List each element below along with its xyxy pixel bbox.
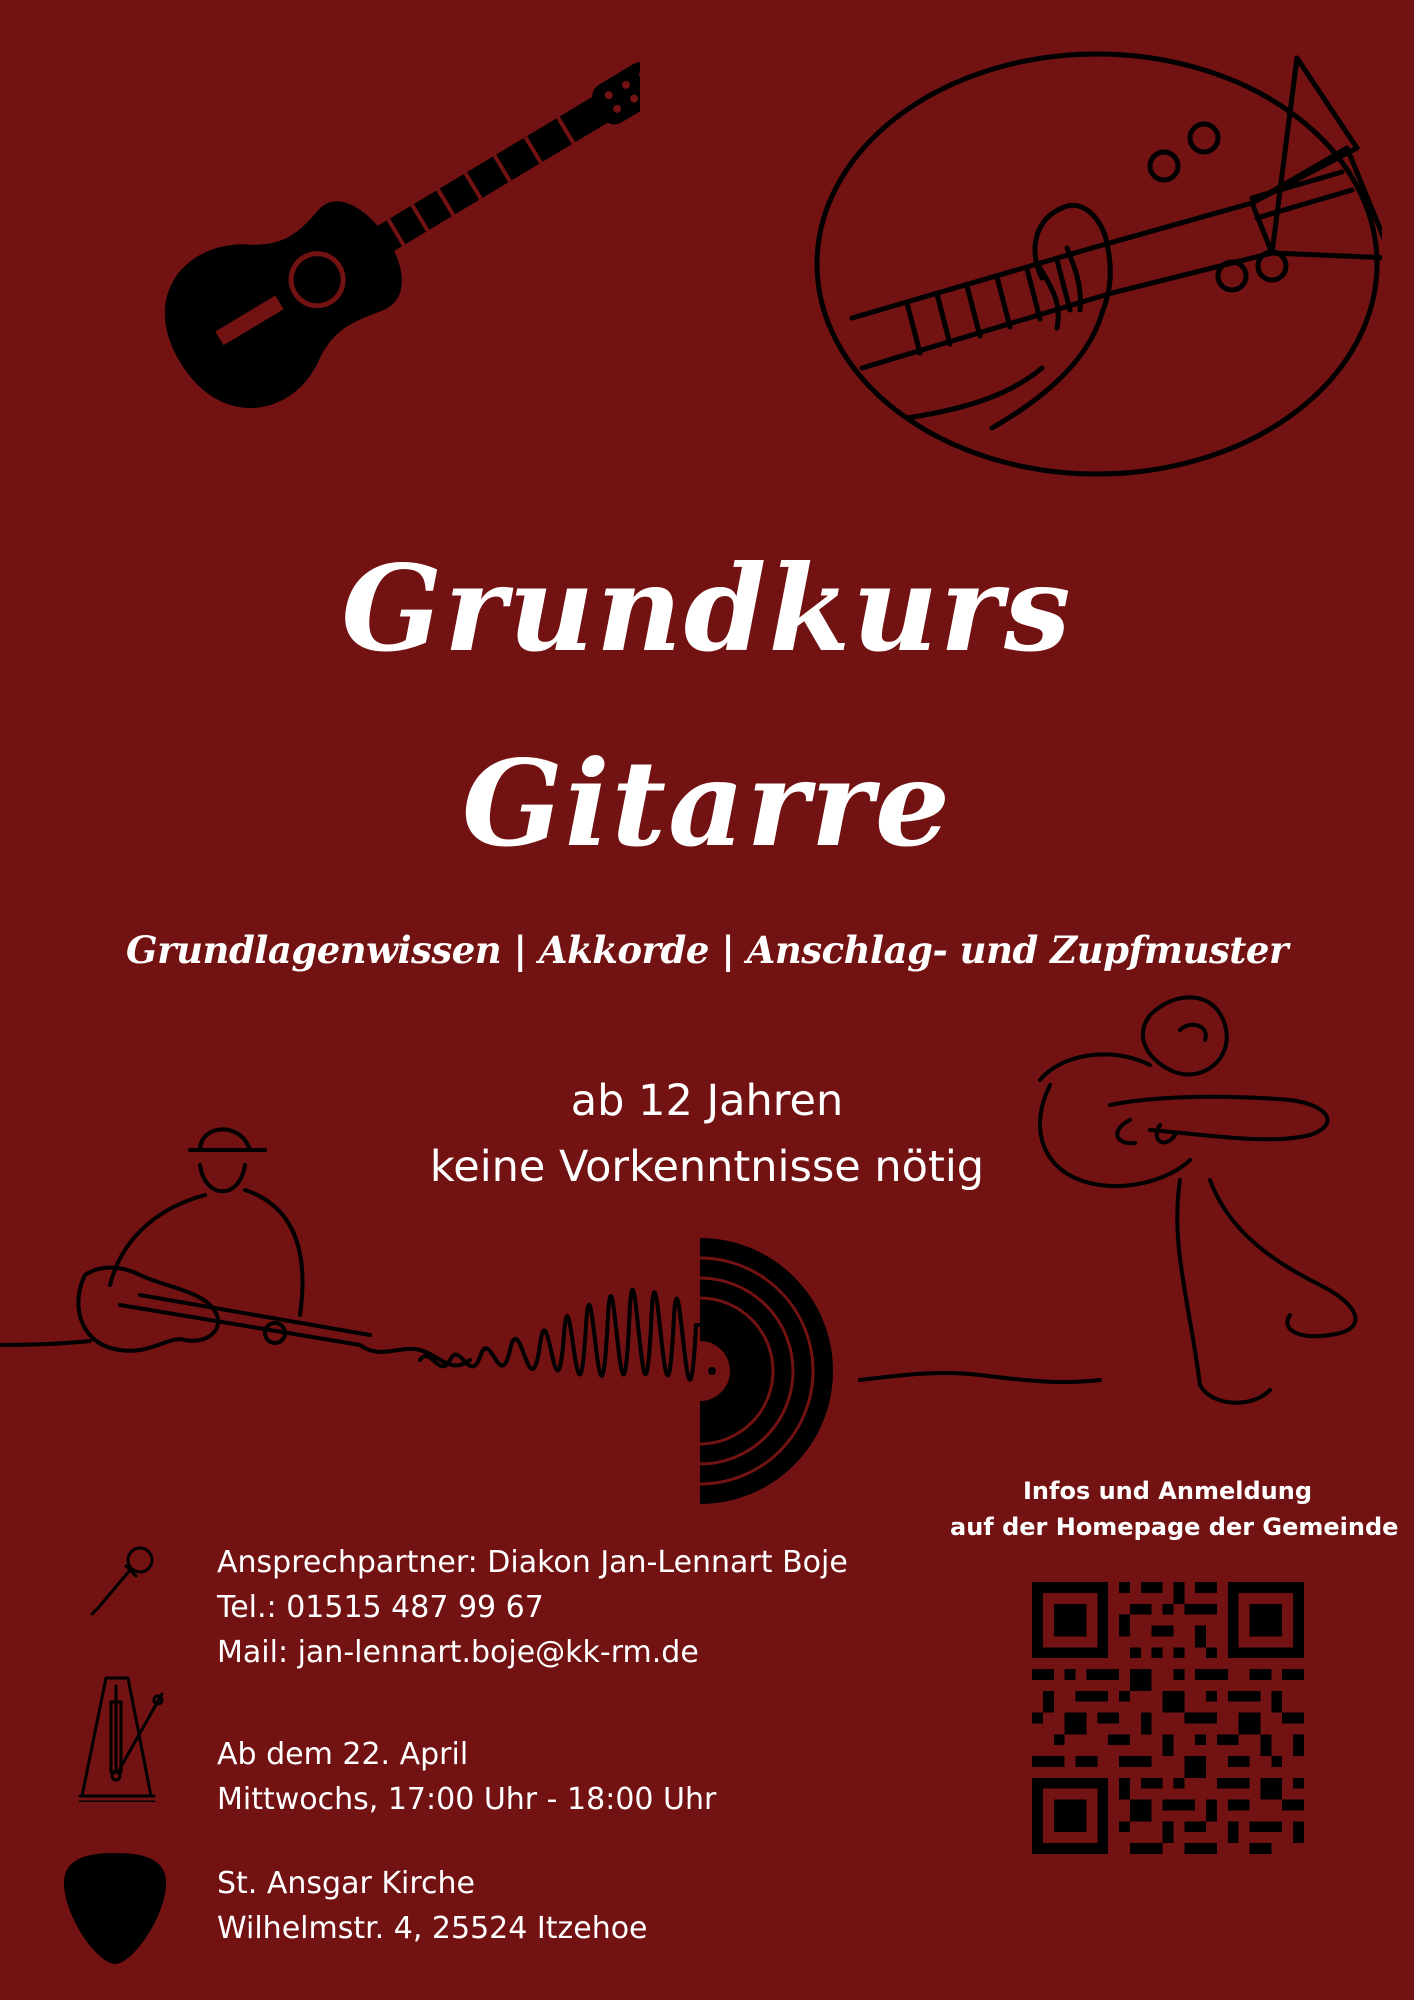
microphone-icon bbox=[86, 1540, 162, 1616]
registration-line-1: Infos und Anmeldung bbox=[1023, 1477, 1312, 1505]
contact-person: Ansprechpartner: Diakon Jan-Lennart Boje bbox=[217, 1545, 848, 1580]
location-name: St. Ansgar Kirche bbox=[217, 1866, 475, 1901]
guitar-pick-icon bbox=[62, 1851, 168, 1966]
schedule-block bbox=[217, 1732, 716, 1822]
title-line-2: Gitarre bbox=[462, 734, 952, 873]
prerequisites: keine Vorkenntnisse nötig bbox=[429, 1142, 985, 1192]
location-address: Wilhelmstr. 4, 25524 Itzehoe bbox=[217, 1911, 648, 1946]
schedule-time: Mittwochs, 17:00 Uhr - 18:00 Uhr bbox=[217, 1782, 717, 1817]
guitar-playing-hand-icon bbox=[812, 48, 1382, 480]
registration-line-2: auf der Homepage der Gemeinde bbox=[950, 1513, 1399, 1541]
metronome-icon bbox=[76, 1672, 172, 1802]
vinyl-record-icon bbox=[700, 1238, 846, 1504]
subtitle: Grundlagenwissen | Akkorde | Anschlag- und Zupfmuster bbox=[126, 928, 1288, 972]
guitar-icon bbox=[120, 60, 640, 440]
registration-info bbox=[950, 1473, 1399, 1545]
contact-mail[interactable]: Mail: jan-lennart.boje@kk-rm.de bbox=[217, 1635, 699, 1670]
location-block bbox=[217, 1861, 648, 1951]
title-line-1: Grundkurs bbox=[341, 539, 1073, 678]
contact-phone[interactable]: Tel.: 01515 487 99 67 bbox=[217, 1590, 544, 1625]
age-requirement: ab 12 Jahren bbox=[570, 1076, 844, 1126]
contact-block bbox=[217, 1540, 848, 1675]
qr-code[interactable] bbox=[1032, 1582, 1304, 1854]
schedule-start: Ab dem 22. April bbox=[217, 1737, 469, 1772]
